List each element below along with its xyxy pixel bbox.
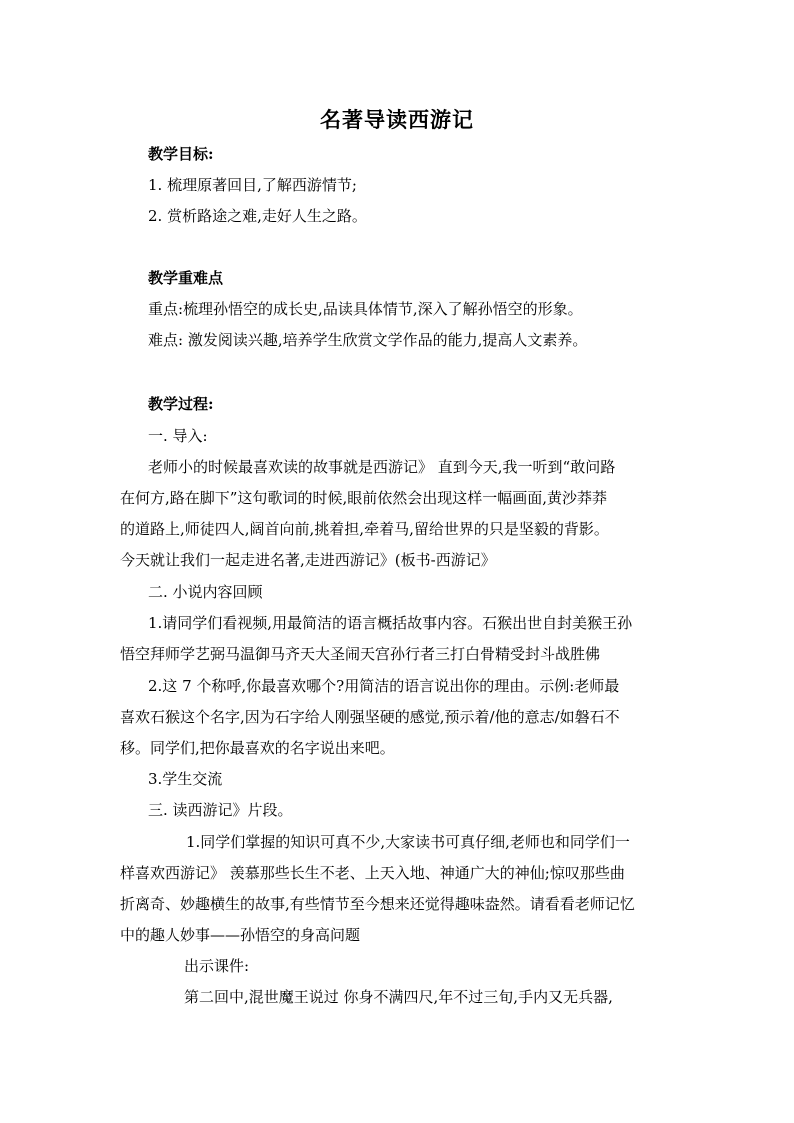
chapter-quote-line: 第二回中,混世魔王说过 你身不满四尺,年不过三旬,手内又无兵器, <box>184 988 613 1006</box>
key-point: 重点:梳理孙悟空的成长史,品读具体情节,深入了解孙悟空的形象。 <box>148 300 583 318</box>
reading-paragraph-line: 样喜欢西游记》 羡慕那些长生不老、上天入地、神通广大的神仙;惊叹那些曲 <box>120 864 625 882</box>
document-title: 名著导读西游记 <box>320 107 474 132</box>
goals-heading: 教学目标: <box>148 145 214 163</box>
section-heading-review: 二. 小说内容回顾 <box>148 583 263 601</box>
reading-paragraph-line: 1.同学们掌握的知识可真不少,大家读书可真仔细,老师也和同学们一 <box>186 833 630 851</box>
courseware-label: 出示课件: <box>184 957 250 975</box>
intro-paragraph-line: 老师小的时候最喜欢读的故事就是西游记》 直到今天,我一听到“敢问路 <box>148 458 616 476</box>
difficult-point: 难点: 激发阅读兴趣,培养学生欣赏文学作品的能力,提高人文素养。 <box>148 331 588 349</box>
review-item-2-line: 2.这 7 个称呼,你最喜欢哪个?用简洁的语言说出你的理由。示例:老师最 <box>148 677 620 695</box>
intro-paragraph-line: 在何方,路在脚下”这句歌词的时候,眼前依然会出现这样一幅画面,黄沙莽莽 <box>120 489 607 507</box>
review-item-2-line: 移。同学们,把你最喜欢的名字说出来吧。 <box>120 739 395 757</box>
review-item-2-line: 喜欢石猴这个名字,因为石字给人刚强坚硬的感觉,预示着/他的意志/如磐石不 <box>120 708 620 726</box>
review-item-3: 3.学生交流 <box>148 770 223 788</box>
process-heading: 教学过程: <box>148 395 214 413</box>
review-item-1-line: 1.请同学们看视频,用最简洁的语言概括故事内容。石猴出世自封美猴王孙 <box>148 614 633 632</box>
review-item-1-line: 悟空拜师学艺弼马温御马齐天大圣闹天宫孙行者三打白骨精受封斗战胜佛 <box>120 645 601 663</box>
reading-paragraph-line: 折离奇、妙趣横生的故事,有些情节至今想来还觉得趣味盎然。请看看老师记忆 <box>120 895 635 913</box>
intro-paragraph-line: 今天就让我们一起走进名著,走进西游记》(板书-西游记》 <box>120 551 496 569</box>
goal-item-2: 2. 赏析路途之难,走好人生之路。 <box>148 207 367 225</box>
section-heading-reading: 三. 读西游记》片段。 <box>148 801 293 819</box>
section-heading-intro: 一. 导入: <box>148 427 208 445</box>
key-difficult-heading: 教学重难点 <box>148 269 224 287</box>
goal-item-1: 1. 梳理原著回目,了解西游情节; <box>148 176 357 194</box>
reading-paragraph-line: 中的趣人妙事——孙悟空的身高问题 <box>120 926 361 944</box>
intro-paragraph-line: 的道路上,师徒四人,阔首向前,挑着担,牵着马,留给世界的只是坚毅的背影。 <box>120 520 609 538</box>
